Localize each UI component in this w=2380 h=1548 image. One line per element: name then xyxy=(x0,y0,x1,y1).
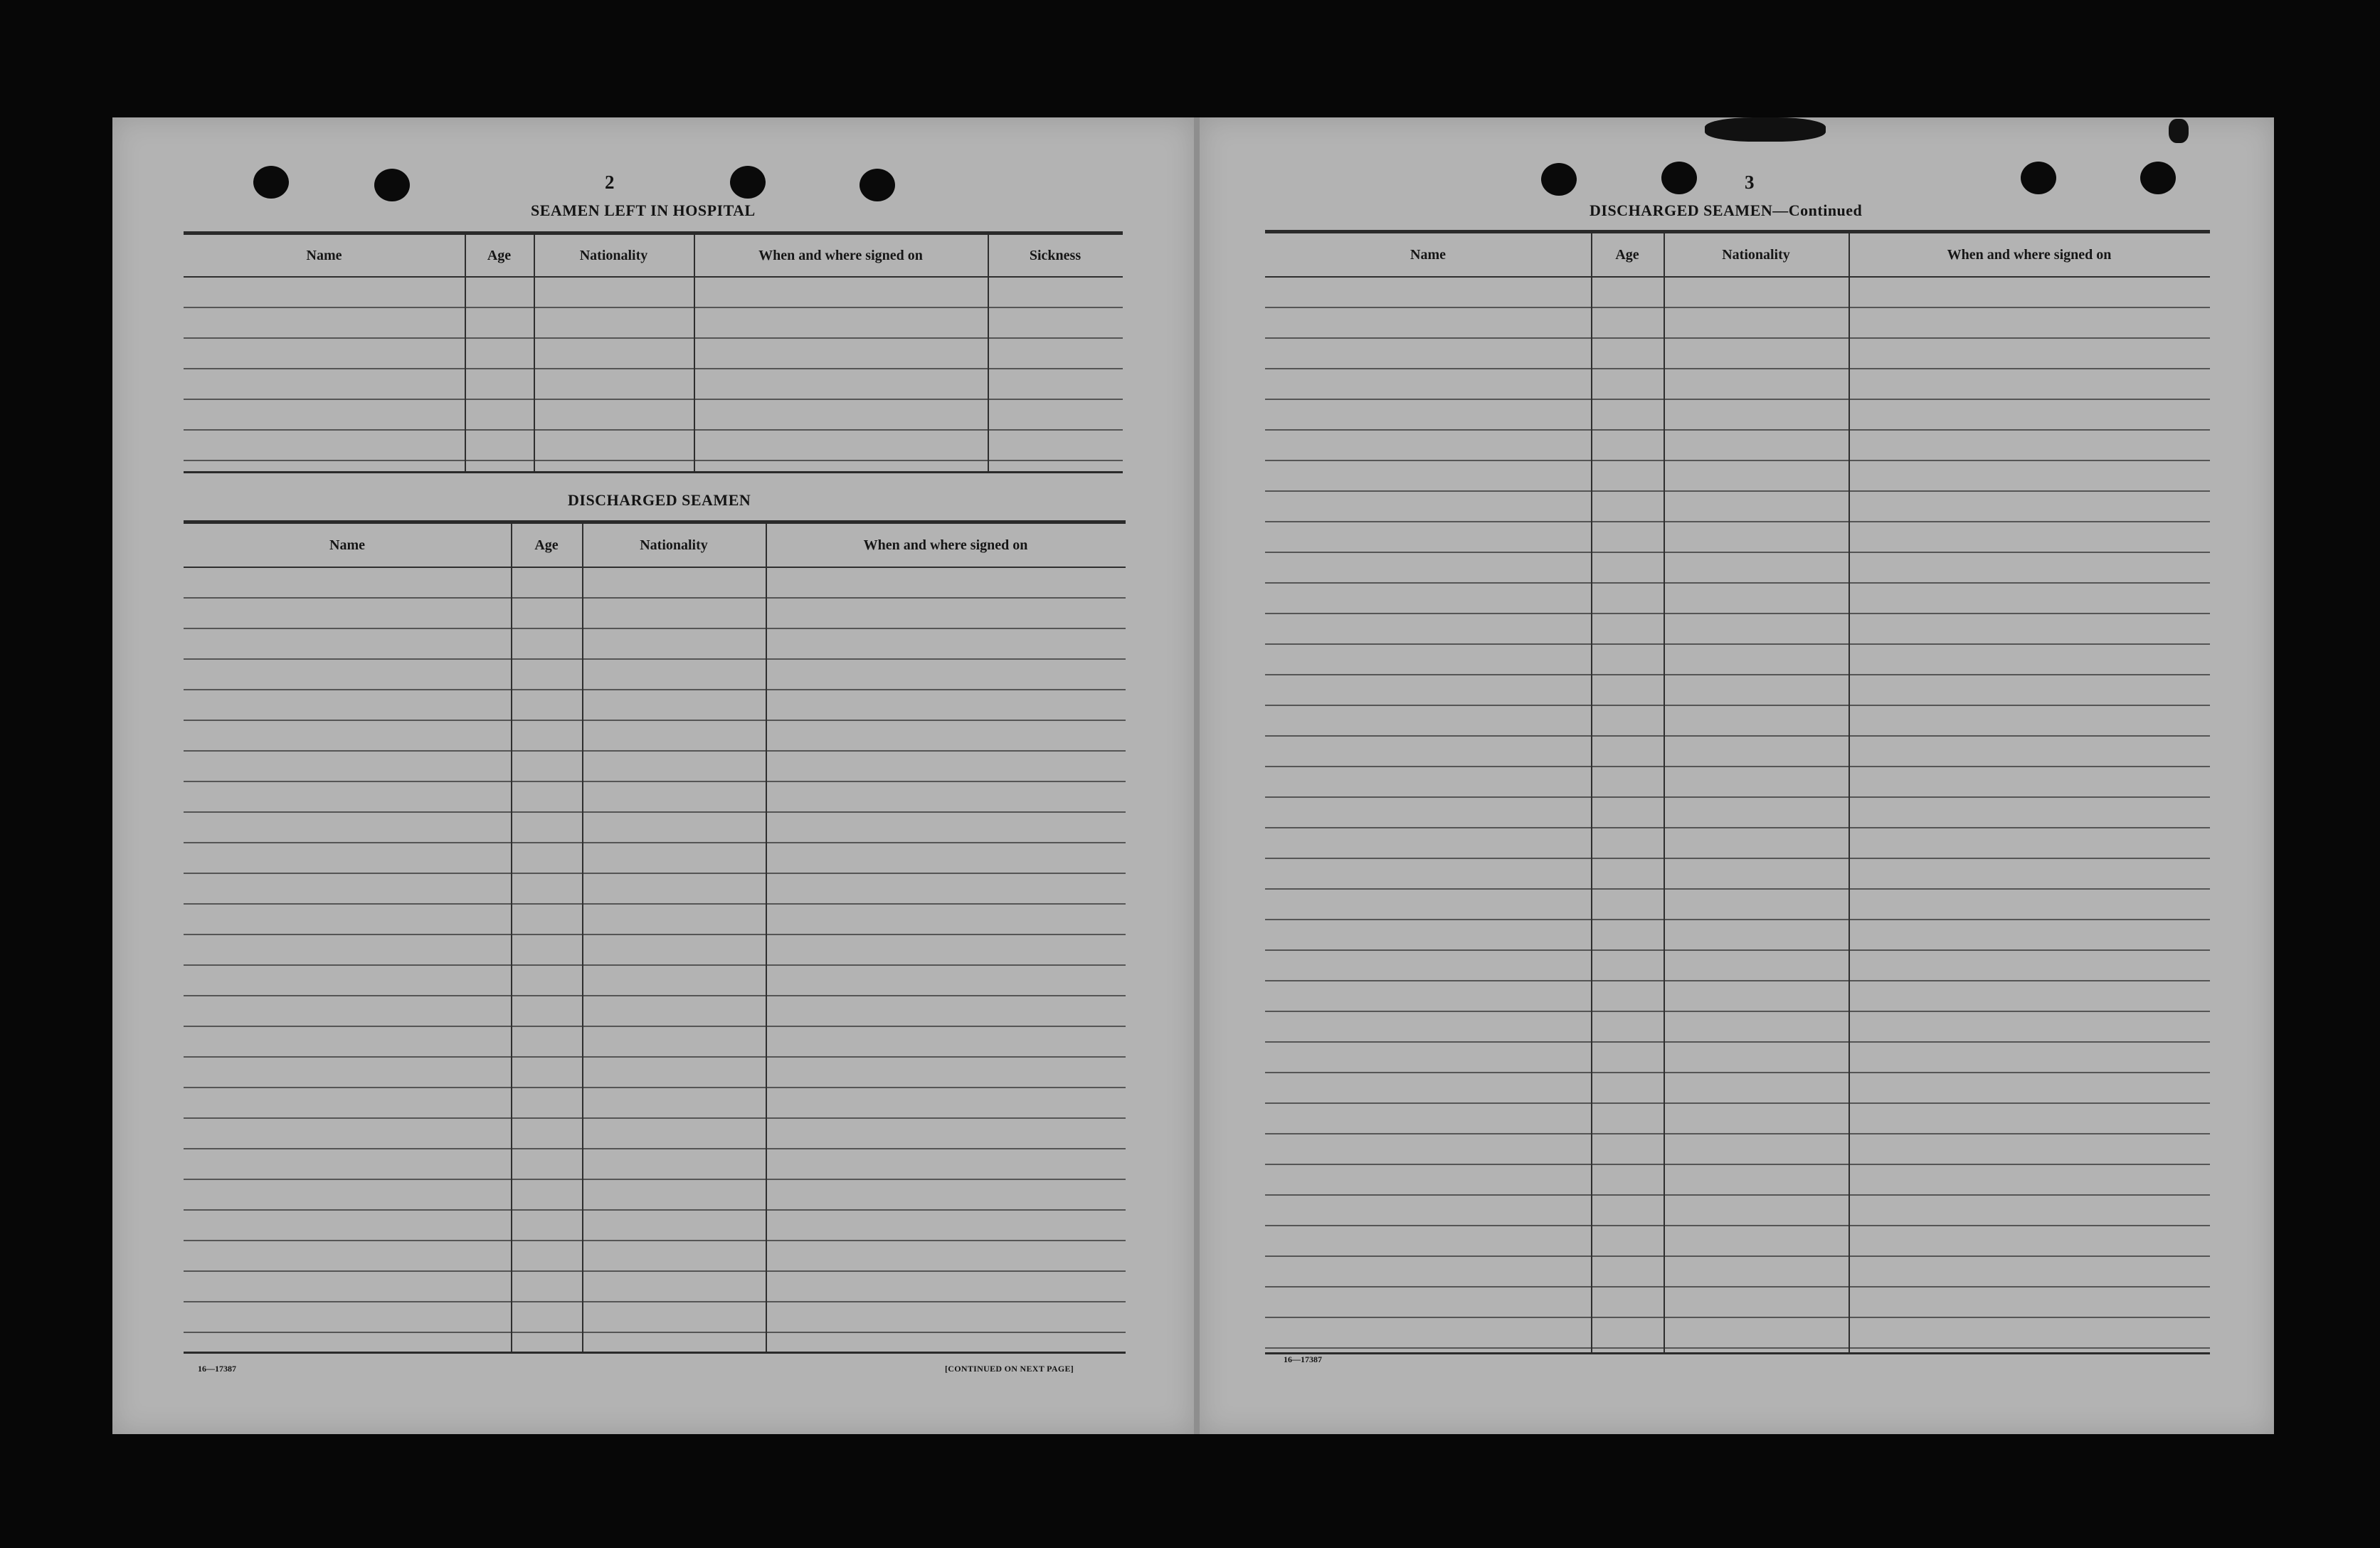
column-header-signed-on: When and where signed on xyxy=(758,247,923,263)
punch-hole xyxy=(730,166,766,199)
hospital-table xyxy=(184,231,1123,473)
page-number: 3 xyxy=(1745,172,1755,193)
punch-hole xyxy=(860,169,895,201)
column-divider xyxy=(582,524,583,567)
ink-smudge xyxy=(1705,117,1826,142)
punch-hole xyxy=(1541,163,1577,196)
column-divider xyxy=(766,524,767,567)
column-divider xyxy=(582,568,583,1352)
column-header-name: Name xyxy=(1410,246,1446,263)
discharged-table-header xyxy=(184,524,1126,568)
column-header-name: Name xyxy=(306,247,342,263)
ink-smudge xyxy=(2169,119,2189,143)
hospital-table-header xyxy=(184,235,1123,278)
page-number: 2 xyxy=(605,172,615,193)
column-header-age: Age xyxy=(487,247,512,263)
column-divider xyxy=(1591,233,1592,276)
column-divider xyxy=(694,235,695,276)
column-divider xyxy=(1849,233,1850,276)
column-divider xyxy=(511,524,512,567)
discharged-table-body xyxy=(184,568,1126,1352)
hospital-section-title: SEAMEN LEFT IN HOSPITAL xyxy=(531,201,756,219)
punch-hole xyxy=(2140,162,2176,194)
column-header-signed-on: When and where signed on xyxy=(863,537,1028,553)
column-header-nationality: Nationality xyxy=(640,537,708,553)
discharged-continued-title: DISCHARGED SEAMEN—Continued xyxy=(1590,201,1863,219)
punch-hole xyxy=(2021,162,2056,194)
column-divider xyxy=(534,278,535,471)
punch-hole xyxy=(1661,162,1697,194)
column-header-nationality: Nationality xyxy=(579,247,648,263)
column-divider xyxy=(1849,278,1850,1352)
column-divider xyxy=(465,235,466,276)
column-divider xyxy=(465,278,466,471)
column-header-age: Age xyxy=(534,537,559,553)
column-divider xyxy=(766,568,767,1352)
column-header-age: Age xyxy=(1615,246,1639,263)
discharged-continued-table xyxy=(1265,230,2210,1354)
column-divider xyxy=(1591,278,1592,1352)
form-number: 16—17387 xyxy=(1284,1354,1322,1364)
continued-note: [CONTINUED ON NEXT PAGE] xyxy=(945,1364,1074,1374)
column-divider xyxy=(988,235,989,276)
discharged-section-title: DISCHARGED SEAMEN xyxy=(568,491,751,509)
right-page xyxy=(1200,117,2274,1434)
punch-hole xyxy=(374,169,410,201)
punch-hole xyxy=(253,166,289,199)
column-divider xyxy=(1664,278,1665,1352)
hospital-table-body xyxy=(184,278,1123,471)
discharged-table xyxy=(184,520,1126,1354)
column-divider xyxy=(988,278,989,471)
column-divider xyxy=(1664,233,1665,276)
column-header-signed-on: When and where signed on xyxy=(1947,246,2112,263)
column-header-name: Name xyxy=(329,537,365,553)
column-divider xyxy=(511,568,512,1352)
column-header-nationality: Nationality xyxy=(1722,246,1790,263)
discharged-continued-body xyxy=(1265,278,2210,1352)
discharged-continued-header xyxy=(1265,233,2210,278)
column-divider xyxy=(534,235,535,276)
form-number: 16—17387 xyxy=(198,1364,236,1374)
page-gutter xyxy=(1194,117,1200,1434)
column-divider xyxy=(694,278,695,471)
column-header-sickness: Sickness xyxy=(1029,247,1081,263)
left-page xyxy=(112,117,1194,1434)
